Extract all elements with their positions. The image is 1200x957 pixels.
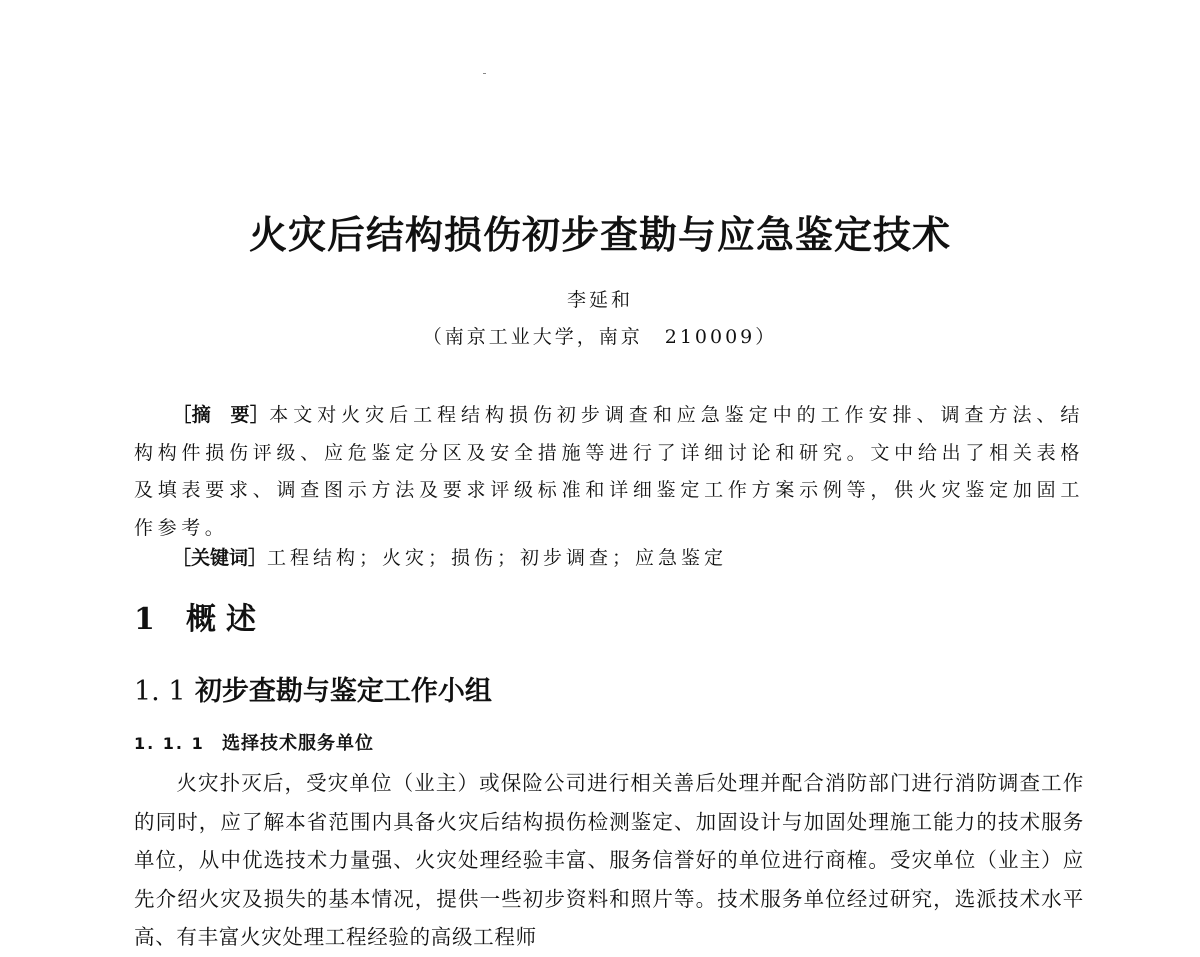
body-paragraph-text: 火灾扑灭后，受灾单位（业主）或保险公司进行相关善后处理并配合消防部门进行消防调查工作的同时，应了解本省范围内具备火灾后结构损伤检测鉴定、加固设计与加固处理施工能力的技术服务单位，从中优选技术力量强、火灾处理经验丰富、服务信誉好的单位进行商榷。受灾单位（业主）应先介绍火灾及损失的基本情况，提供一些初步资料和照片等。技术服务单位经过研究，选派技术水平高、有丰富火灾处理工程经验的高级工程师 — [134, 771, 1084, 949]
subsection-title: 初步查勘与鉴定工作小组 — [194, 676, 492, 707]
keywords-text: 工程结构；火灾；损伤；初步调查；应急鉴定 — [267, 547, 728, 569]
subsubsection-title: 选择技术服务单位 — [222, 733, 374, 754]
section-title: 概述 — [186, 602, 266, 637]
section-heading-1-1-1 — [134, 731, 374, 757]
section-heading-1-1 — [134, 672, 492, 712]
abstract-text: 本文对火灾后工程结构损伤初步调查和应急鉴定中的工作安排、调查方法、结构构件损伤评级、应危鉴定分区及安全措施等进行了详细讨论和研究。文中给出了相关表格及填表要求、调查图示方法及要求评级标准和详细鉴定工作方案示例等，供火灾鉴定加固工作参考。 — [134, 404, 1084, 539]
abstract — [134, 397, 1084, 547]
keywords — [172, 543, 1084, 573]
scan-speck — [483, 73, 486, 74]
abstract-label: ［摘 要］ — [172, 404, 270, 426]
subsection-number: 1. 1 — [134, 676, 186, 707]
subsubsection-number: 1. 1. 1 — [134, 734, 205, 753]
author-name: 李延和 — [566, 289, 633, 311]
section-number: 1 — [134, 602, 155, 637]
section-heading-1 — [134, 600, 266, 640]
paper-title: 火灾后结构损伤初步查勘与应急鉴定技术 — [248, 212, 951, 257]
keywords-label: ［关键词］ — [172, 547, 268, 569]
body-paragraph — [134, 764, 1084, 957]
author-affiliation: （南京工业大学，南京 210009） — [422, 326, 778, 348]
